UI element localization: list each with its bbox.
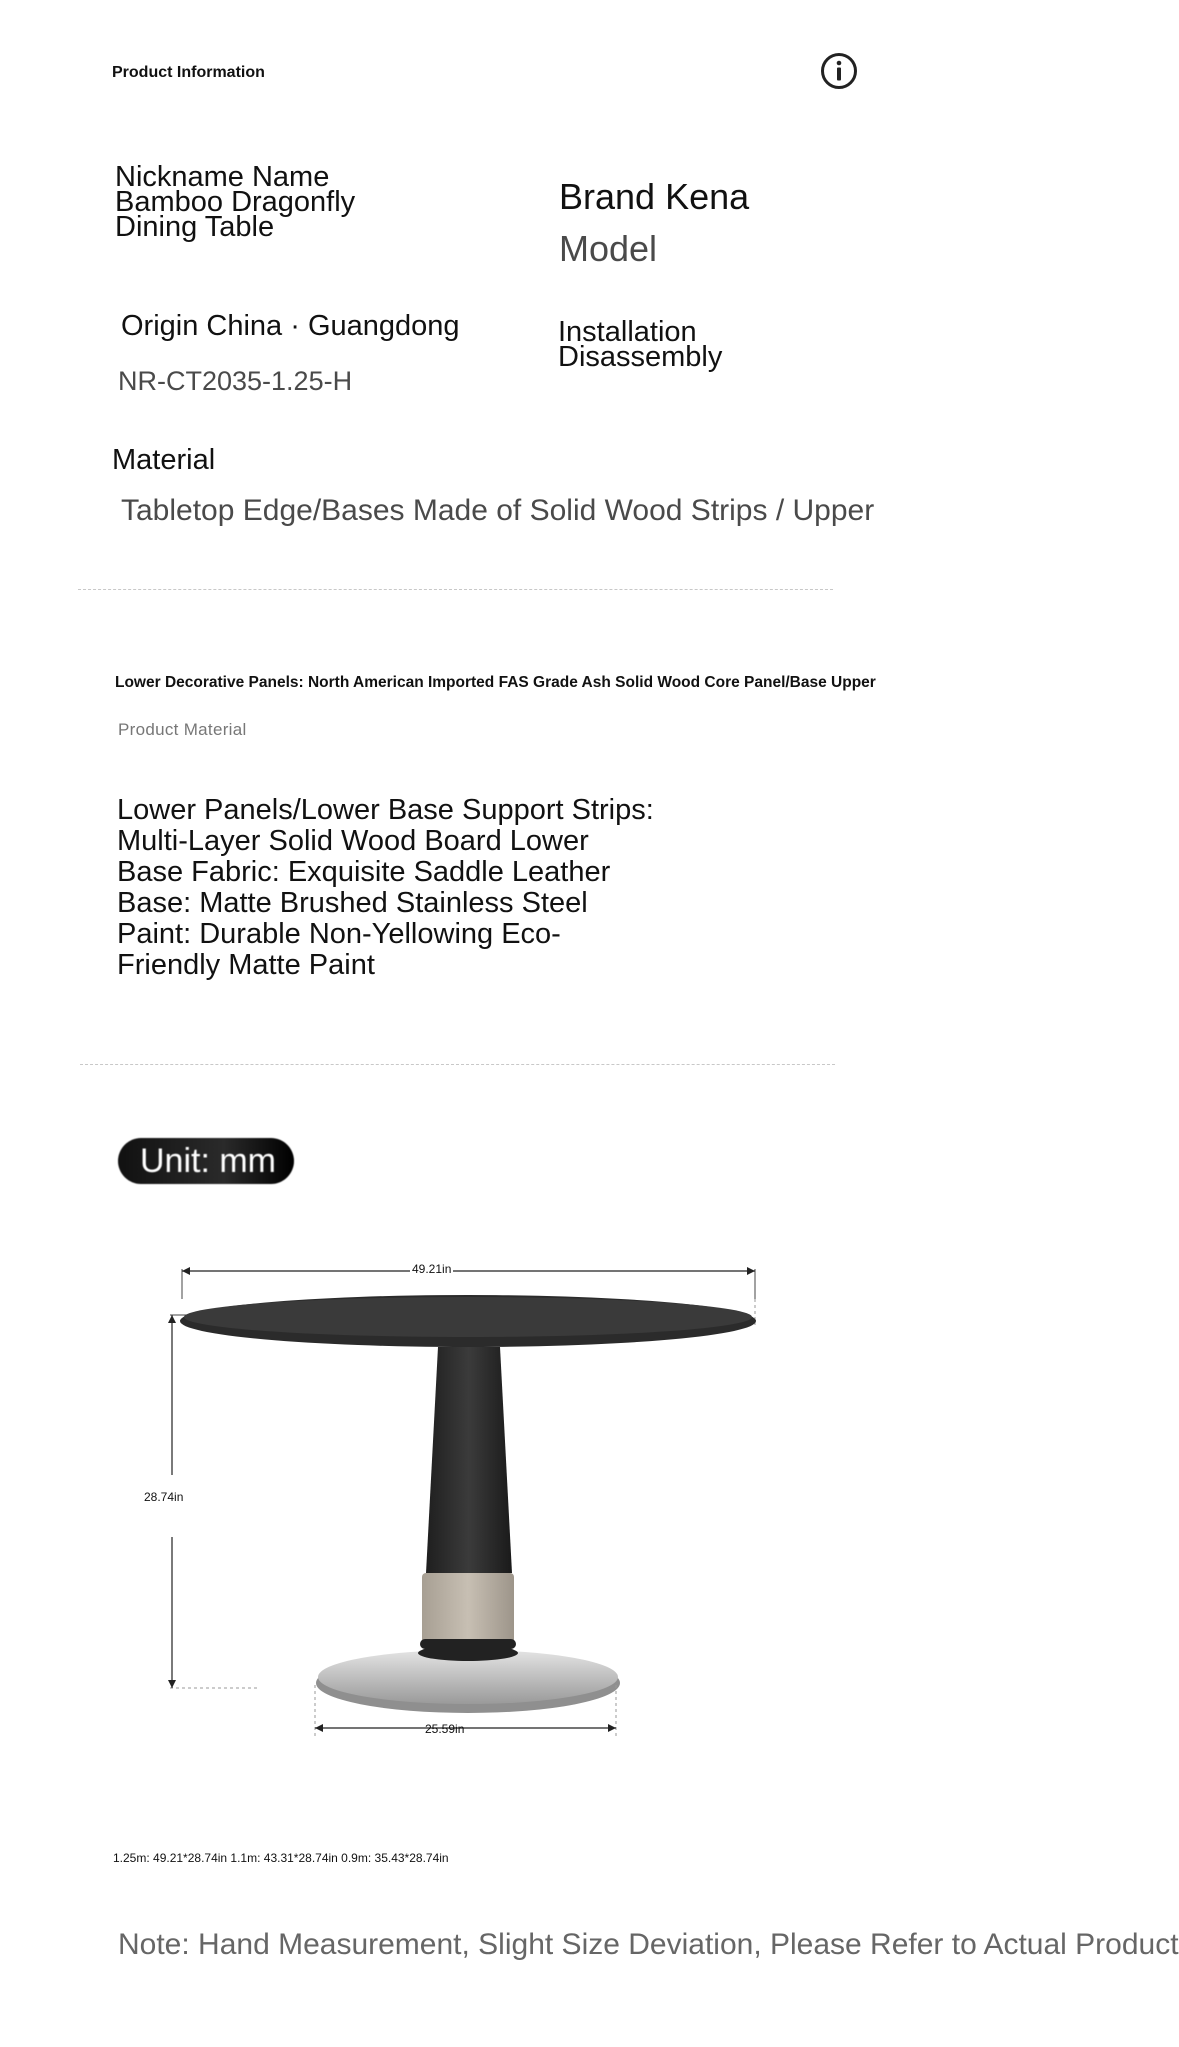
- unit-badge: Unit: mm: [118, 1138, 294, 1184]
- measurement-note: Note: Hand Measurement, Slight Size Deviation, Please Refer to Actual Product: [118, 1928, 1179, 1961]
- origin-field: Origin China · Guangdong: [121, 310, 460, 342]
- info-circle-icon[interactable]: [820, 52, 858, 90]
- height-dimension-label: 28.74in: [144, 1490, 184, 1504]
- leather-band: [422, 1573, 514, 1645]
- pedestal: [426, 1347, 512, 1573]
- material-value: Tabletop Edge/Bases Made of Solid Wood Strips / Upper: [121, 494, 875, 527]
- base-dimension-label: 25.59in: [425, 1722, 465, 1736]
- model-label: Model: [559, 228, 658, 269]
- section-divider: [80, 1064, 835, 1065]
- width-dimension-label: 49.21in: [412, 1262, 452, 1276]
- section-divider: [78, 589, 833, 590]
- size-options: 1.25m: 49.21*28.74in 1.1m: 43.31*28.74in 0.9m: 35.43*28.74in: [113, 1851, 449, 1865]
- product-material-heading: Product Material: [118, 720, 247, 739]
- material-label: Material: [112, 444, 216, 476]
- brand-field: Brand Kena: [559, 176, 750, 217]
- section-title: Product Information: [112, 64, 265, 81]
- table-dimension-drawing: [150, 1255, 770, 1755]
- model-value: NR-CT2035-1.25-H: [118, 366, 353, 396]
- nickname-field: Nickname Name Bamboo Dragonfly Dining Table: [115, 161, 356, 243]
- lower-decorative-panels: Lower Decorative Panels: North American Imported FAS Grade Ash Solid Wood Core Panel/Base Upper: [115, 674, 876, 691]
- product-material-details: Lower Panels/Lower Base Support Strips: Multi-Layer Solid Wood Board Lower Base Fabric: Exquisite Saddle Leather Base: Matte Brushed Stainless Steel Paint: Durable Non-Yellowing Eco-Friendly Matte Paint: [117, 794, 654, 981]
- installation-field: Installation Disassembly: [558, 316, 723, 373]
